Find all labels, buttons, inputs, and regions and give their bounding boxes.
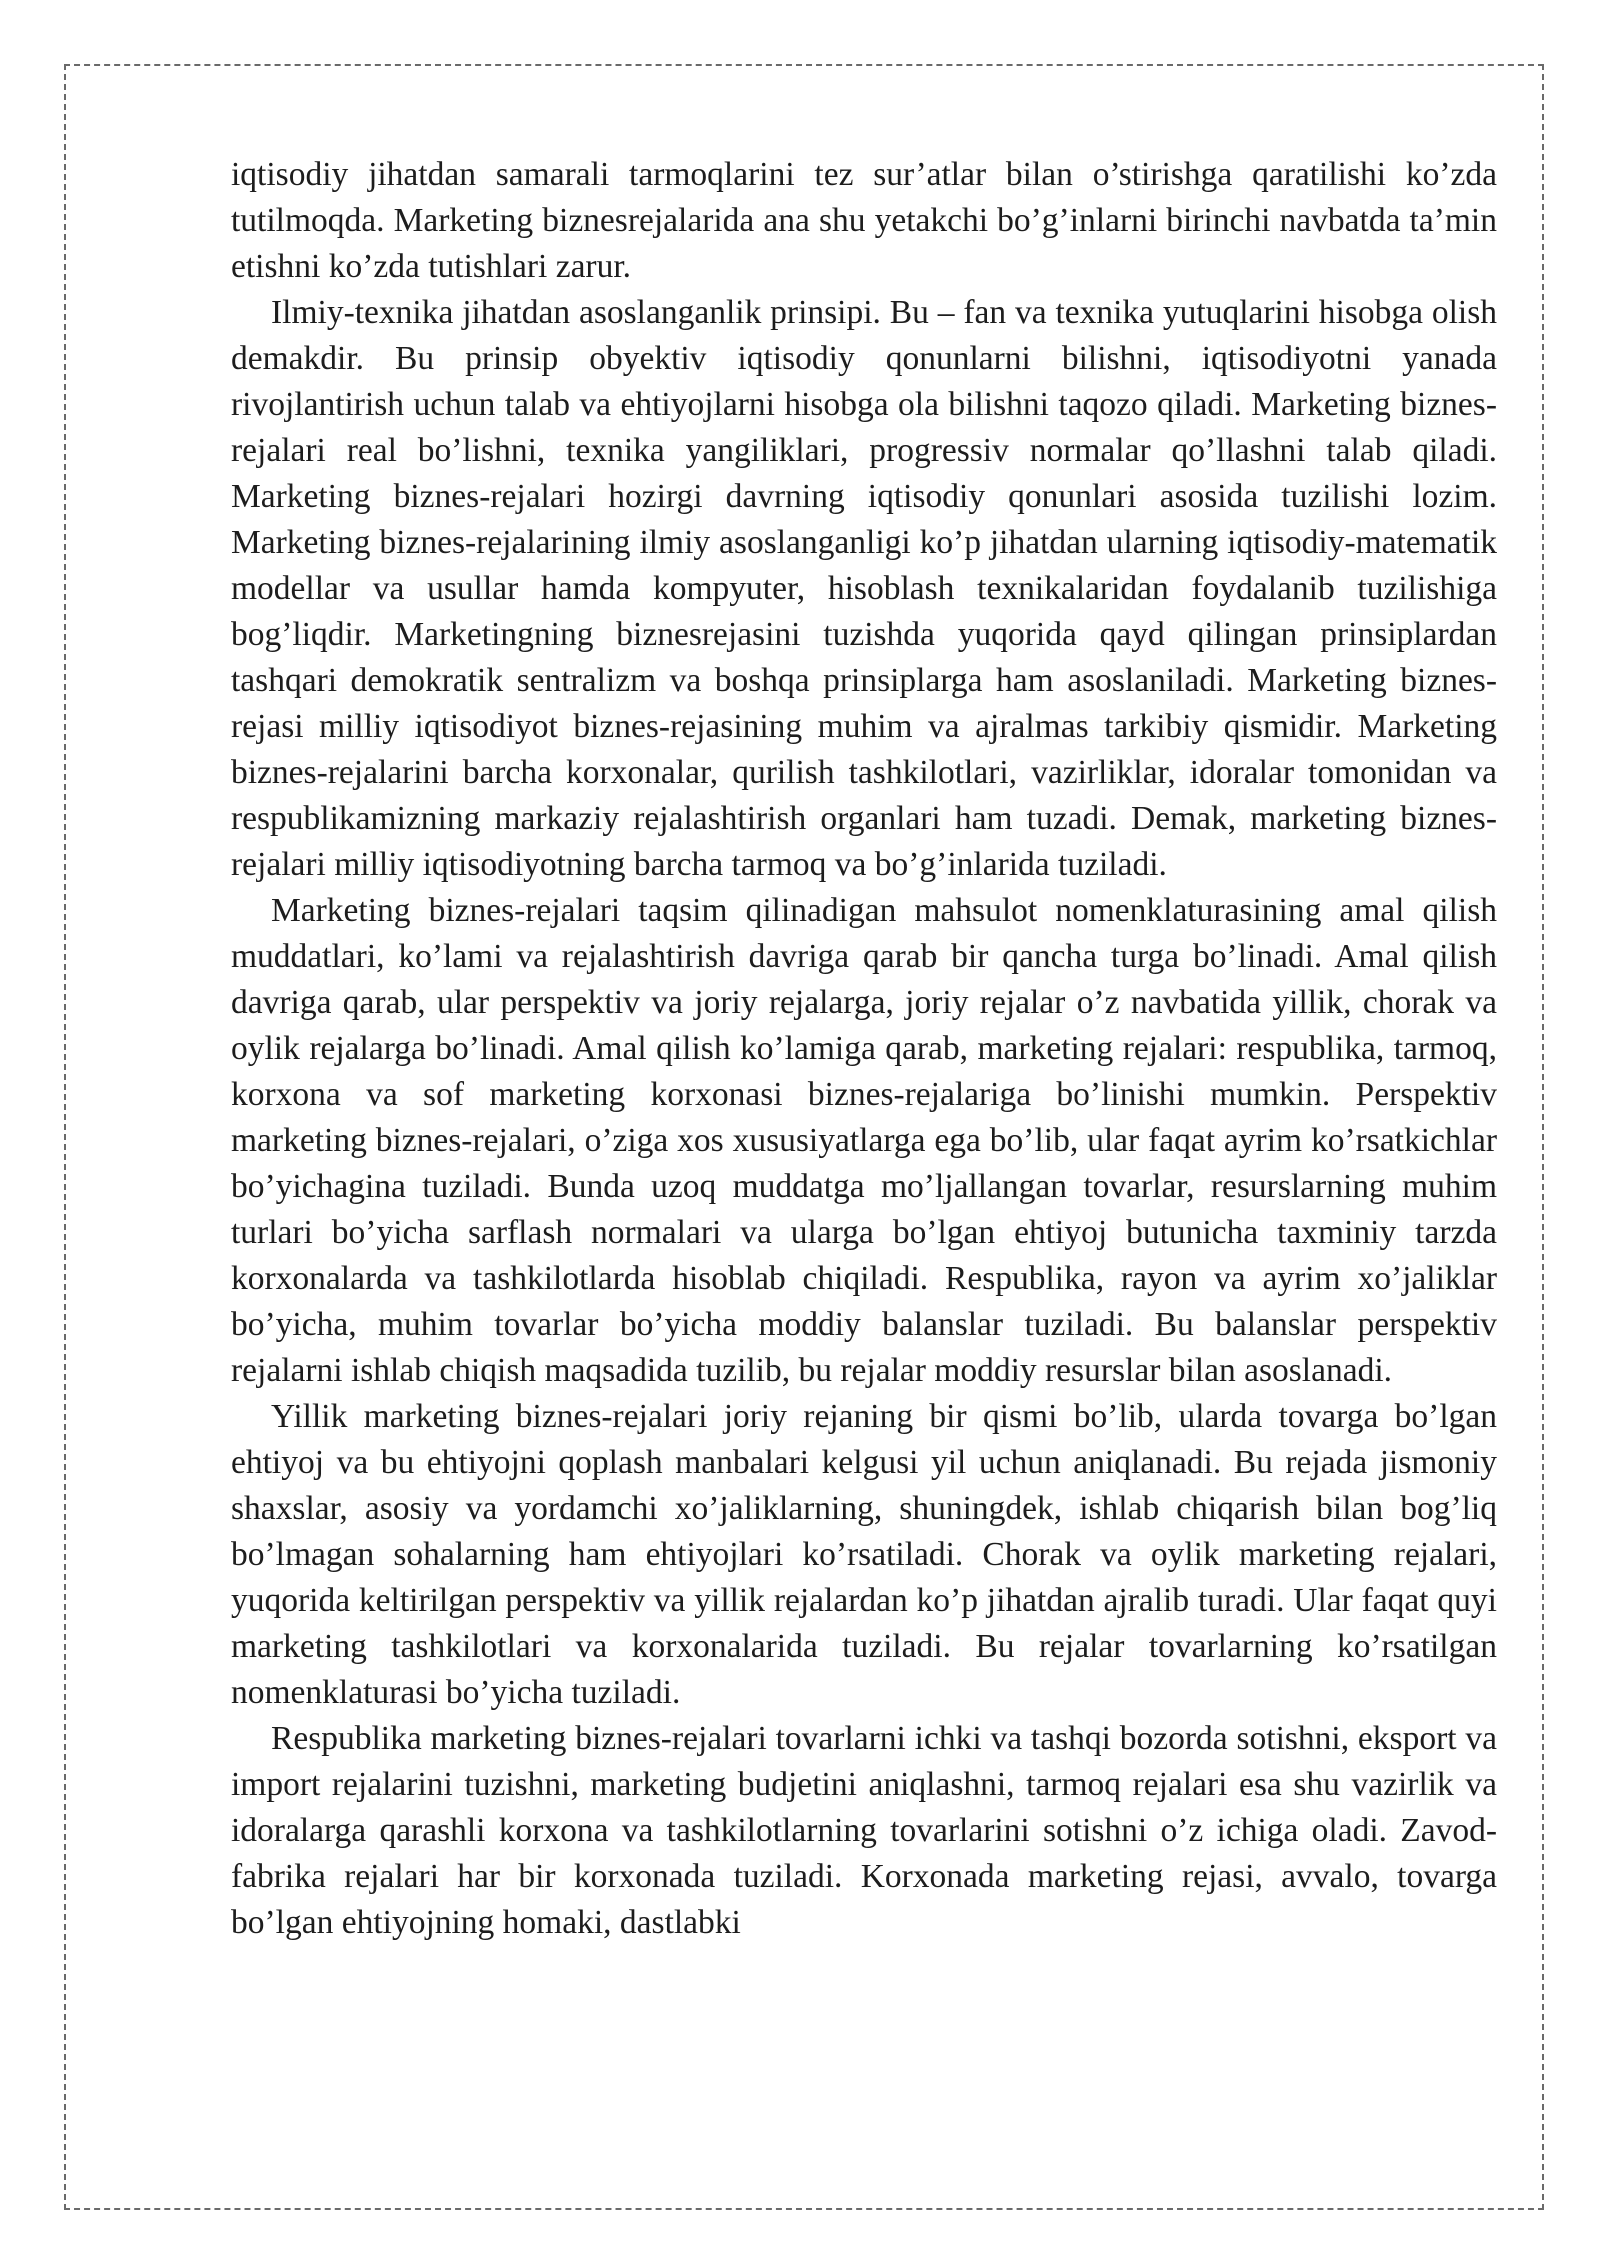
paragraph-scientific-principle: Ilmiy-texnika jihatdan asoslanganlik prinsipi. Bu – fan va texnika yutuqlarini hisobga olish demakdir. Bu prinsip obyektiv iqtisodiy qonunlarni bilishni, iqtisodiyotni yanada rivojlantirish uchun talab va ehtiyojlarni hisobga ola bilishni taqozo qiladi. Marketing biznes-rejalari real bo’lishni, texnika yangiliklari, progressiv normalar qo’llashni talab qiladi. Marketing biznes-rejalari hozirgi davrning iqtisodiy qonunlari asosida tuzilishi lozim. Marketing biznes-rejalarining ilmiy asoslanganligi ko’p jihatdan ularning iqtisodiy-matematik modellar va usullar hamda kompyuter, hisoblash texnikalaridan foydalanib tuzilishiga bog’liqdir. Marketingning biznesrejasini tuzishda yuqorida qayd qilingan prinsiplardan tashqari demokratik sentralizm va boshqa prinsiplarga ham asoslaniladi. Marketing biznes-rejasi milliy iqtisodiyot biznes-rejasining muhim va ajralmas tarkibiy qismidir. Marketing biznes-rejalarini barcha korxonalar, qurilish tashkilotlari, vazirliklar, idoralar tomonidan va respublikamizning markaziy rejalashtirish organlari ham tuzadi. Demak, marketing biznes-rejalari milliy iqtisodiyotning barcha tarmoq va bo’g’inlarida tuziladi.	[231, 294, 1497, 883]
paragraph-plan-types: Marketing biznes-rejalari taqsim qilinadigan mahsulot nomenklaturasining amal qilish muddatlari, ko’lami va rejalashtirish davriga qarab bir qancha turga bo’linadi. Amal qilish davriga qarab, ular perspektiv va joriy rejalarga, joriy rejalar o’z navbatida yillik, chorak va oylik rejalarga bo’linadi. Amal qilish ko’lamiga qarab, marketing rejalari: respublika, tarmoq, korxona va sof marketing korxonasi biznes-rejalariga bo’linishi mumkin. Perspektiv marketing biznes-rejalari, o’ziga xos xususiyatlarga ega bo’lib, ular faqat ayrim ko’rsatkichlar bo’yichagina tuziladi. Bunda uzoq muddatga mo’ljallangan tovarlar, resurslarning muhim turlari bo’yicha sarflash normalari va ularga bo’lgan ehtiyoj butunicha taxminiy tarzda korxonalarda va tashkilotlarda hisoblab chiqiladi. Respublika, rayon va ayrim xo’jaliklar bo’yicha, muhim tovarlar bo’yicha moddiy balanslar tuziladi. Bu balanslar perspektiv rejalarni ishlab chiqish maqsadida tuzilib, bu rejalar moddiy resurslar bilan asoslanadi.	[231, 892, 1497, 1389]
document-body	[231, 152, 1497, 1946]
paragraph-republic-plans: Respublika marketing biznes-rejalari tovarlarni ichki va tashqi bozorda sotishni, eksport va import rejalarini tuzishni, marketing budjetini aniqlashni, tarmoq rejalari esa shu vazirlik va idoralarga qarashli korxona va tashkilotlarning tovarlarini sotishni o’z ichiga oladi. Zavod-fabrika rejalari har bir korxonada tuziladi. Korxonada marketing rejasi, avvalo, tovarga bo’lgan ehtiyojning homaki, dastlabki	[231, 1720, 1497, 1941]
paragraph-annual-plans: Yillik marketing biznes-rejalari joriy rejaning bir qismi bo’lib, ularda tovarga bo’lgan ehtiyoj va bu ehtiyojni qoplash manbalari kelgusi yil uchun aniqlanadi. Bu rejada jismoniy shaxslar, asosiy va yordamchi xo’jaliklarning, shuningdek, ishlab chiqarish bilan bog’liq bo’lmagan sohalarning ham ehtiyojlari ko’rsatiladi. Chorak va oylik marketing rejalari, yuqorida keltirilgan perspektiv va yillik rejalardan ko’p jihatdan ajralib turadi. Ular faqat quyi marketing tashkilotlari va korxonalarida tuziladi. Bu rejalar tovarlarning ko’rsatilgan nomenklaturasi bo’yicha tuziladi.	[231, 1398, 1497, 1711]
paragraph-continuation: iqtisodiy jihatdan samarali tarmoqlarini tez sur’atlar bilan o’stirishga qaratilishi ko’zda tutilmoqda. Marketing biznesrejalarida ana shu yetakchi bo’g’inlarni birinchi navbatda ta’min etishni ko’zda tutishlari zarur.	[231, 156, 1497, 285]
